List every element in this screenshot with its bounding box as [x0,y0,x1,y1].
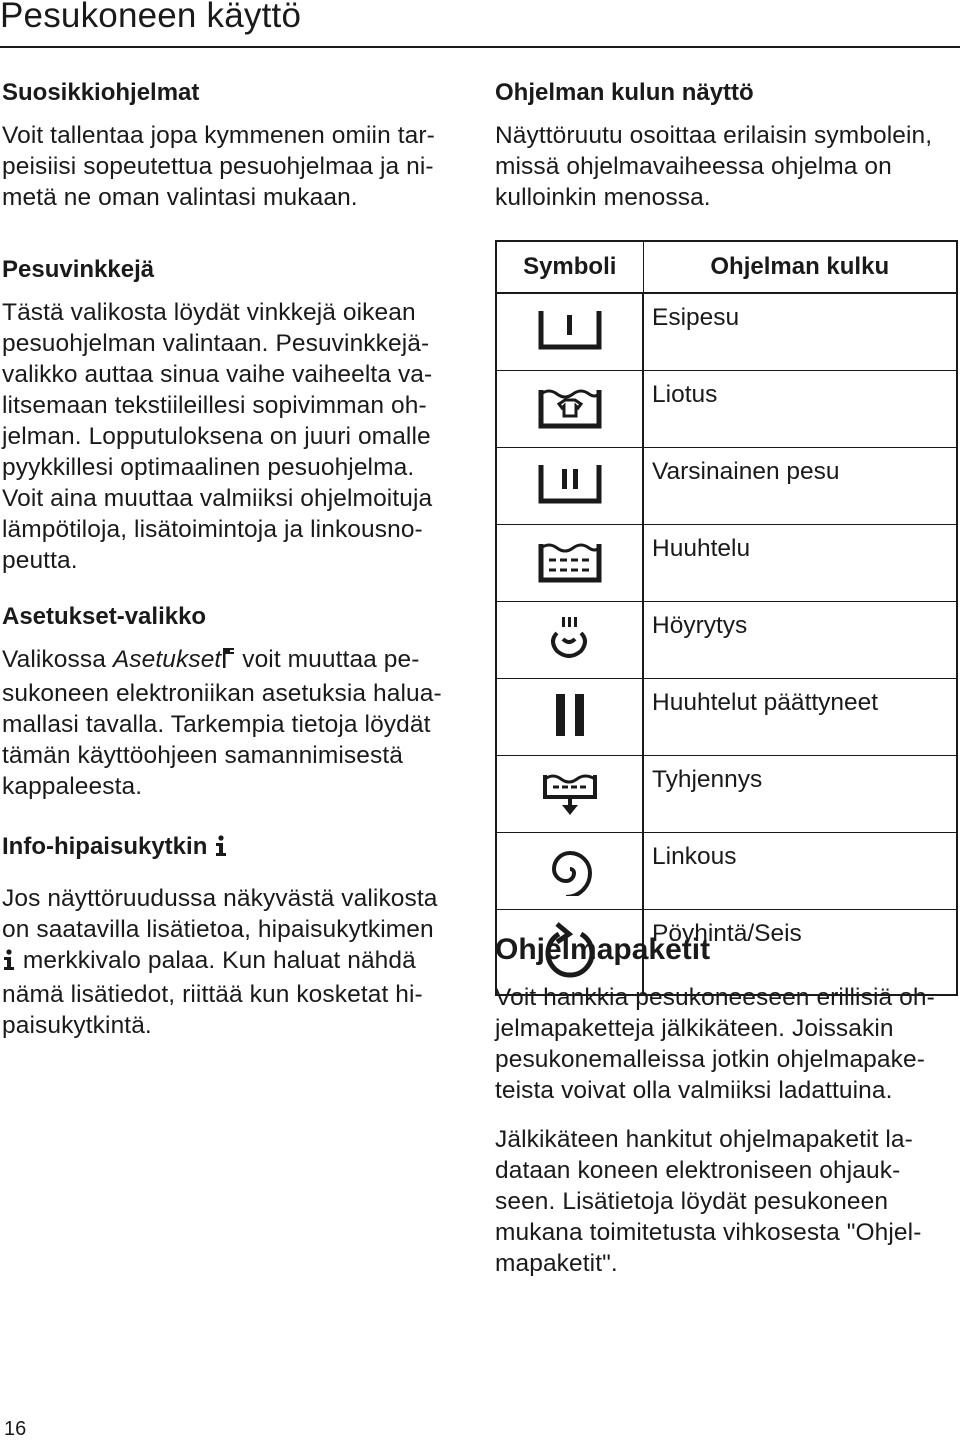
settings-text-rest: sukoneen elektroniikan asetuksia halua- mallasi tavalla. Tarkempia tietoja löydät tämän käyttöohjeen samannimisestä kappaleesta. [2,680,442,800]
row-label: Liotus [643,371,957,448]
page-title: Pesukoneen käyttö [0,0,302,35]
table-row [496,756,957,833]
row-label: Varsinainen pesu [643,448,957,525]
settings-menu-name: Asetukset [112,646,222,673]
prewash-icon [535,342,605,359]
row-label: Pöyhintä/Seis [643,910,957,996]
progress-column-header: Ohjelman kulku [643,241,957,293]
right-column-top [495,78,960,213]
table-row [496,293,957,371]
info-icon-inline [2,948,16,979]
rinse-hold-icon [535,727,605,744]
info-icon [214,835,228,865]
packages-text-2: Jälkikäteen hankitut ohjelmapaketit la- dataan koneen elektroniseen ohjauk- seen. Lisätietoja löydät pesukoneen mukana toimitetusta vihkosesta "Ohjel- mapaketit". [495,1126,922,1277]
soak-icon [535,419,605,436]
packages-text-1: Voit hankkia pesukoneeseen erillisiä oh- jelmapaketteja jälkikäteen. Joissakin pesukonemalleissa jotkin ohjelmapake- teista voivat olla valmiiksi ladattuina. [495,984,935,1104]
tips-text: Tästä valikosta löydät vinkkejä oikean pesuohjelman valintaan. Pesuvinkkejä- valikko auttaa sinua vaihe vaiheelta va- litsemaan tekstiileillesi sopivimman oh- jelman. Lopputuloksena on juuri omalle pyykkillesi optimaalinen pesuohjelma. Voit aina muuttaa valmiiksi ohjelmoituja lämpötiloja, lisätoimintoja ja linkousno- peutta. [2,299,433,574]
progress-heading: Ohjelman kulun näyttö [495,79,754,106]
settings-text-line1-end: voit muuttaa pe- [235,646,420,673]
table-row [496,448,957,525]
table-row [496,525,957,602]
symbol-column-header: Symboli [496,241,643,293]
main-wash-icon [535,496,605,513]
table-row [496,679,957,756]
right-column-bottom [495,932,960,1279]
spin-icon [535,883,605,900]
info-text: Jos näyttöruudussa näkyvästä valikosta on saatavilla lisätietoa, hipaisukytkimen merkkivalo palaa. Kun haluat nähdä nämä lisätiedot, riittää kun kosketat hi- paisukytkintä. [2,885,438,1039]
title-divider [0,46,960,48]
settings-heading: Asetukset-valikko [2,603,207,630]
page-number: 16 [4,1418,27,1440]
settings-text-start: Valikossa [2,646,113,673]
info-heading: Info-hipaisukytkin [2,832,472,865]
row-label: Tyhjennys [643,756,957,833]
flag-icon [221,646,235,678]
drain-icon [535,804,605,821]
symbol-table [495,240,958,996]
left-column [2,78,472,1041]
progress-text: Näyttöruutu osoittaa erilaisin symbolein, missä ohjelmavaiheessa ohjelma on kulloinkin menossa. [495,122,933,211]
steam-icon [535,650,605,667]
table-row [496,602,957,679]
table-row [496,371,957,448]
favourites-heading: Suosikkiohjelmat [2,79,200,106]
row-label: Linkous [643,833,957,910]
favourites-text: Voit tallentaa jopa kymmenen omiin tar- peisiisi sopeutettua pesuohjelmaa ja ni- metä ne oman valintasi mukaan. [2,122,435,211]
table-row [496,833,957,910]
row-label: Huuhtelu [643,525,957,602]
packages-heading: Ohjelmapaketit [495,933,711,966]
tips-heading: Pesuvinkkejä [2,256,155,283]
rinse-icon [535,573,605,590]
row-label: Huuhtelut päättyneet [643,679,957,756]
row-label: Höyrytys [643,602,957,679]
row-label: Esipesu [643,293,957,371]
settings-text [2,644,472,802]
